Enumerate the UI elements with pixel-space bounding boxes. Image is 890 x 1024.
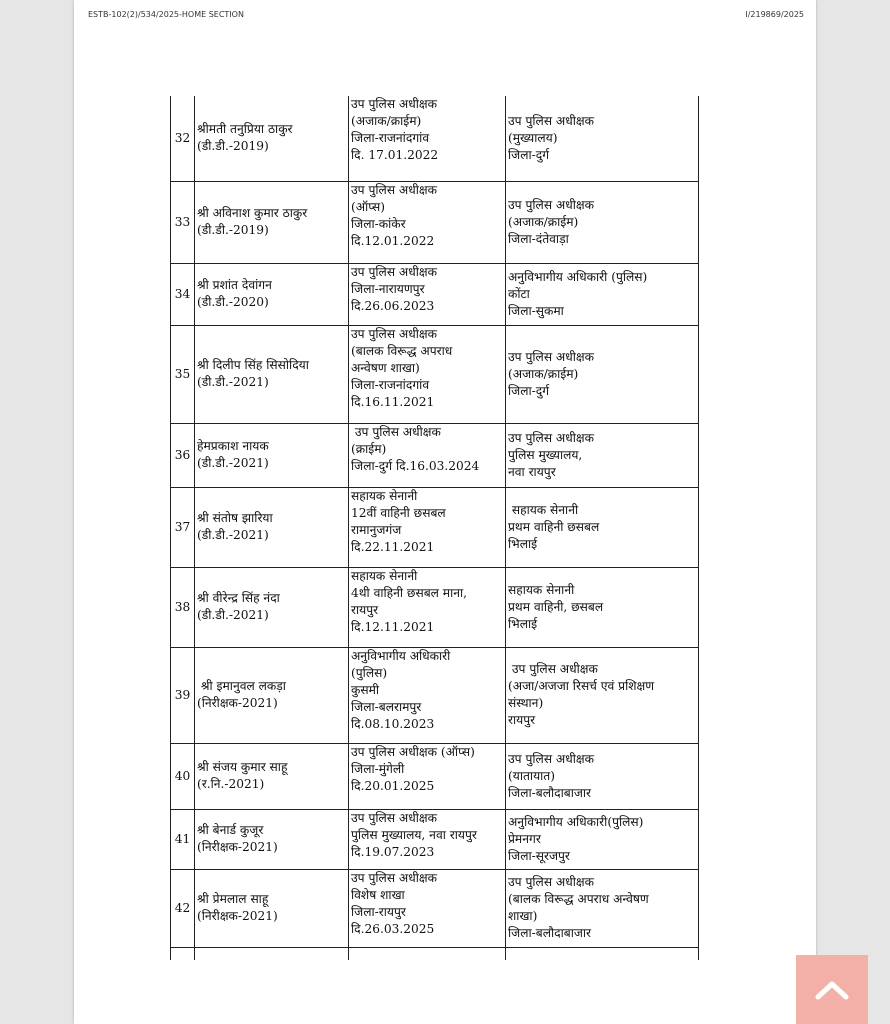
current-posting-cell	[349, 809, 506, 869]
new-posting-cell	[506, 423, 699, 487]
new-posting-cell	[506, 647, 699, 743]
table-row	[171, 647, 699, 743]
text-line: (अजा/अजजा रिसर्च एवं प्रशिक्षण	[508, 679, 655, 693]
current-posting-cell	[349, 487, 506, 567]
text-line: श्री बेनार्ड कुजूर	[197, 823, 264, 837]
text-line: भिलाई	[508, 616, 538, 631]
text-line: उप पुलिस अधीक्षक (ऑप्स)	[351, 744, 475, 759]
serial-number: 36	[171, 423, 195, 487]
text-line: उप पुलिस अधीक्षक	[508, 875, 594, 889]
text-line: रामानुजगंज	[351, 522, 402, 537]
text-line: जिला-सूरजपुर	[508, 848, 570, 863]
text-line: दि.12.01.2022	[351, 233, 435, 248]
text-line: उप पुलिस अधीक्षक	[351, 97, 437, 111]
text-line: दि.12.11.2021	[351, 619, 435, 634]
text-line: उप पुलिस अधीक्षक	[351, 424, 441, 439]
text-line: (अजाक/क्राईम)	[508, 214, 579, 229]
text-line: श्री संजय कुमार साहू	[197, 760, 288, 774]
table-row	[171, 487, 699, 567]
text-line: जिला-बलौदाबाजार	[508, 785, 592, 800]
text-line: (क्राईम)	[351, 441, 387, 456]
text-line: 12वीं वाहिनी छसबल	[351, 505, 446, 520]
new-posting-cell	[506, 809, 699, 869]
text-line: दि.08.10.2023	[351, 716, 435, 731]
text-line: (ऑप्स)	[351, 199, 386, 214]
text-line: उप पुलिस अधीक्षक	[351, 182, 437, 197]
text-line: (बालक विरूद्ध अपराध अन्वेषण	[508, 892, 649, 906]
text-line: उप पुलिस अधीक्षक	[351, 870, 437, 885]
text-line: उप पुलिस अधीक्षक	[351, 810, 437, 825]
table-row	[171, 743, 699, 809]
text-line: श्री दिलीप सिंह सिसोदिया	[197, 358, 309, 372]
current-posting-cell	[349, 325, 506, 423]
new-posting-cell	[506, 567, 699, 647]
text-line: सहायक सेनानी	[351, 488, 418, 503]
table-row	[171, 263, 699, 325]
text-line: जिला-सुकमा	[508, 303, 564, 318]
text-line: जिला-दंतेवाड़ा	[508, 231, 569, 246]
serial-number: 32	[171, 96, 195, 181]
text-line: दि.22.11.2021	[351, 539, 435, 554]
text-line: जिला-नारायणपुर	[351, 281, 425, 296]
text-line: प्रथम वाहिनी, छसबल	[508, 599, 604, 614]
current-posting-cell	[349, 567, 506, 647]
current-posting-cell	[349, 743, 506, 809]
text-line: रायपुर	[351, 602, 379, 617]
text-line: उप पुलिस अधीक्षक	[351, 326, 437, 341]
text-line: (यातायात)	[508, 768, 556, 783]
text-line: श्रीमती तनुप्रिया ठाकुर	[197, 122, 293, 137]
text-line: श्री संतोष झारिया	[197, 511, 273, 525]
table-row-continuation	[171, 947, 699, 960]
serial-number: 34	[171, 263, 195, 325]
text-line: (अजाक/क्राईम)	[351, 114, 422, 128]
officer-name-cell	[195, 423, 349, 487]
text-line: उप पुलिस अधीक्षक	[508, 430, 594, 445]
text-line: दि. 17.01.2022	[351, 148, 439, 162]
text-line: (बालक विरूद्ध अपराध	[351, 343, 453, 358]
officer-name-cell	[195, 263, 349, 325]
text-line: दि.26.06.2023	[351, 298, 435, 313]
text-line: सहायक सेनानी	[508, 502, 579, 517]
text-line: (डी.डी.-2019)	[197, 223, 269, 237]
text-line: जिला-रायपुर	[351, 904, 406, 919]
text-line: श्री अविनाश कुमार ठाकुर	[197, 206, 308, 220]
serial-number: 33	[171, 181, 195, 263]
text-line: (निरीक्षक-2021)	[197, 840, 278, 854]
table-row	[171, 567, 699, 647]
officer-name-cell	[195, 647, 349, 743]
new-posting-cell	[506, 487, 699, 567]
text-line: जिला-दुर्ग	[508, 383, 550, 398]
table-row	[171, 869, 699, 947]
text-line: उप पुलिस अधीक्षक	[508, 662, 598, 676]
text-line: (निरीक्षक-2021)	[197, 696, 278, 710]
text-line: जिला-दुर्ग दि.16.03.2024	[351, 458, 480, 473]
serial-number: 39	[171, 647, 195, 743]
officer-name-cell	[195, 743, 349, 809]
text-line: दि.26.03.2025	[351, 921, 435, 936]
text-line: जिला-कांकेर	[351, 216, 406, 231]
document-number: I/219869/2025	[745, 10, 804, 19]
text-line: दि.16.11.2021	[351, 394, 435, 409]
officer-name-cell	[195, 181, 349, 263]
officer-name-cell	[195, 869, 349, 947]
serial-number: 40	[171, 743, 195, 809]
text-line: कोंटा	[508, 286, 530, 301]
officer-name-cell	[195, 487, 349, 567]
text-line: अनुविभागीय अधिकारी (पुलिस)	[508, 269, 648, 284]
text-line: प्रेमनगर	[508, 831, 541, 846]
text-line: (डी.डी.-2021)	[197, 375, 269, 389]
text-line: विशेष शाखा	[351, 887, 405, 902]
scroll-to-top-button[interactable]	[796, 955, 868, 1024]
empty-cell	[506, 947, 699, 960]
serial-number: 42	[171, 869, 195, 947]
text-line: दि.20.01.2025	[351, 778, 435, 793]
transfer-table	[170, 96, 699, 960]
table-row	[171, 96, 699, 181]
current-posting-cell	[349, 96, 506, 181]
text-line: (डी.डी.-2021)	[197, 608, 269, 622]
new-posting-cell	[506, 869, 699, 947]
text-line: श्री वीरेन्द्र सिंह नंदा	[197, 591, 280, 605]
officer-name-cell	[195, 96, 349, 181]
text-line: 4थी वाहिनी छसबल माना,	[351, 585, 468, 600]
current-posting-cell	[349, 263, 506, 325]
officer-name-cell	[195, 809, 349, 869]
empty-cell	[195, 947, 349, 960]
table-row	[171, 181, 699, 263]
text-line: सहायक सेनानी	[351, 568, 418, 583]
text-line: (र.नि.-2021)	[197, 777, 265, 791]
text-line: प्रथम वाहिनी छसबल	[508, 519, 600, 534]
text-line: जिला-राजनांदगांव	[351, 377, 430, 392]
text-line: संस्थान)	[508, 696, 544, 710]
text-line: (डी.डी.-2019)	[197, 139, 269, 154]
officer-name-cell	[195, 325, 349, 423]
text-line: (डी.डी.-2020)	[197, 295, 269, 309]
text-line: उप पुलिस अधीक्षक	[508, 751, 594, 766]
document-page	[74, 0, 816, 1024]
text-line: नवा रायपुर	[508, 464, 556, 479]
text-line: कुसमी	[351, 682, 380, 697]
empty-cell	[349, 947, 506, 960]
text-line: उप पुलिस अधीक्षक	[351, 264, 437, 279]
serial-number: 38	[171, 567, 195, 647]
text-line: सहायक सेनानी	[508, 582, 575, 597]
text-line: (मुख्यालय)	[508, 130, 558, 145]
text-line: अनुविभागीय अधिकारी(पुलिस)	[508, 814, 644, 829]
table-row	[171, 325, 699, 423]
text-line: जिला-बलरामपुर	[351, 699, 422, 714]
text-line: पुलिस मुख्यालय,	[508, 447, 583, 462]
current-posting-cell	[349, 423, 506, 487]
table-row	[171, 423, 699, 487]
text-line: भिलाई	[508, 536, 538, 551]
officer-name-cell	[195, 567, 349, 647]
new-posting-cell	[506, 263, 699, 325]
empty-cell	[171, 947, 195, 960]
new-posting-cell	[506, 96, 699, 181]
text-line: शाखा)	[508, 909, 538, 923]
text-line: दि.19.07.2023	[351, 844, 435, 859]
text-line: (डी.डी.-2021)	[197, 456, 269, 470]
text-line: अन्वेषण शाखा)	[351, 360, 420, 375]
text-line: पुलिस मुख्यालय, नवा रायपुर	[351, 827, 477, 842]
new-posting-cell	[506, 743, 699, 809]
text-line: रायपुर	[508, 713, 536, 727]
text-line: जिला-राजनांदगांव	[351, 131, 430, 145]
text-line: जिला-बलौदाबाजार	[508, 926, 592, 940]
current-posting-cell	[349, 869, 506, 947]
text-line: श्री इमानुवल लकड़ा	[197, 679, 286, 693]
serial-number: 41	[171, 809, 195, 869]
text-line: उप पुलिस अधीक्षक	[508, 113, 594, 128]
text-line: हेमप्रकाश नायक	[197, 439, 269, 453]
text-line: (निरीक्षक-2021)	[197, 909, 278, 923]
text-line: श्री प्रशांत देवांगन	[197, 278, 272, 292]
current-posting-cell	[349, 181, 506, 263]
text-line: उप पुलिस अधीक्षक	[508, 349, 594, 364]
text-line: जिला-मुंगेली	[351, 761, 405, 776]
table-row	[171, 809, 699, 869]
serial-number: 37	[171, 487, 195, 567]
text-line: जिला-दुर्ग	[508, 147, 550, 162]
text-line: (डी.डी.-2021)	[197, 528, 269, 542]
text-line: (पुलिस)	[351, 665, 388, 680]
text-line: अनुविभागीय अधिकारी	[351, 648, 451, 663]
file-reference: ESTB-102(2)/534/2025-HOME SECTION	[88, 10, 244, 19]
text-line: श्री प्रेमलाल साहू	[197, 892, 269, 906]
text-line: उप पुलिस अधीक्षक	[508, 197, 594, 212]
new-posting-cell	[506, 181, 699, 263]
serial-number: 35	[171, 325, 195, 423]
new-posting-cell	[506, 325, 699, 423]
text-line: (अजाक/क्राईम)	[508, 366, 579, 381]
current-posting-cell	[349, 647, 506, 743]
chevron-up-icon	[814, 979, 850, 1001]
